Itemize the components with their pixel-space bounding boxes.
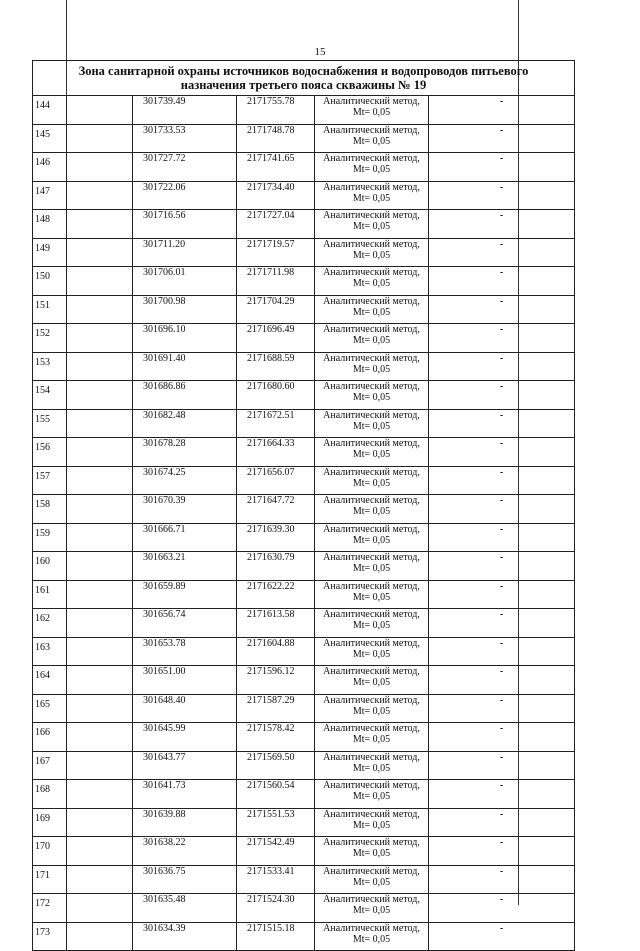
- error-cell: -: [429, 666, 575, 695]
- empty-cell: [67, 637, 133, 666]
- method-cell: [315, 181, 429, 210]
- table-row: [33, 381, 575, 410]
- method-cell: [315, 523, 429, 552]
- method-cell: [315, 267, 429, 296]
- x-coordinate-cell: 301674.25: [133, 466, 237, 495]
- point-number-cell: 150: [33, 267, 67, 296]
- error-cell: -: [429, 409, 575, 438]
- accuracy-label: Mt= 0,05: [352, 335, 391, 346]
- accuracy-label: Mt= 0,05: [352, 791, 391, 802]
- y-coordinate-cell: 2171755.78: [237, 96, 315, 125]
- method-cell: [315, 324, 429, 353]
- x-coordinate-cell: 301733.53: [133, 124, 237, 153]
- x-coordinate-cell: 301653.78: [133, 637, 237, 666]
- point-number-cell: 144: [33, 96, 67, 125]
- y-coordinate-cell: 2171639.30: [237, 523, 315, 552]
- x-coordinate-cell: 301686.86: [133, 381, 237, 410]
- method-cell: [315, 666, 429, 695]
- method-cell: [315, 894, 429, 923]
- method-label: Аналитический метод,: [323, 124, 420, 136]
- y-coordinate-cell: 2171551.53: [237, 808, 315, 837]
- accuracy-label: Mt= 0,05: [352, 905, 391, 916]
- method-label: Аналитический метод,: [323, 609, 420, 620]
- x-coordinate-cell: 301635.48: [133, 894, 237, 923]
- method-cell: [315, 637, 429, 666]
- table-row: [33, 694, 575, 723]
- error-cell: -: [429, 694, 575, 723]
- y-coordinate-cell: 2171604.88: [237, 637, 315, 666]
- accuracy-label: Mt= 0,05: [352, 392, 391, 403]
- accuracy-label: Mt= 0,05: [352, 677, 391, 688]
- empty-cell: [67, 210, 133, 239]
- accuracy-label: Mt= 0,05: [352, 762, 391, 774]
- error-cell: -: [429, 523, 575, 552]
- table-row: [33, 409, 575, 438]
- table-row: [33, 609, 575, 638]
- x-coordinate-cell: 301670.39: [133, 495, 237, 524]
- point-number-cell: 156: [33, 438, 67, 467]
- table-row: [33, 267, 575, 296]
- empty-cell: [67, 466, 133, 495]
- table-row: [33, 637, 575, 666]
- table-header-row: [33, 61, 575, 96]
- x-coordinate-cell: 301641.73: [133, 780, 237, 809]
- point-number-cell: 163: [33, 637, 67, 666]
- method-label: Аналитический метод,: [323, 153, 420, 164]
- point-number-cell: 165: [33, 694, 67, 723]
- method-cell: [315, 922, 429, 951]
- table-row: [33, 295, 575, 324]
- table-row: [33, 238, 575, 267]
- point-number-cell: 153: [33, 352, 67, 381]
- method-cell: [315, 210, 429, 239]
- method-label: Аналитический метод,: [323, 922, 420, 934]
- table-row: [33, 124, 575, 153]
- accuracy-label: Mt= 0,05: [352, 192, 391, 204]
- method-label: Аналитический метод,: [323, 409, 420, 421]
- method-label: Аналитический метод,: [323, 352, 420, 364]
- point-number-cell: 162: [33, 609, 67, 638]
- y-coordinate-cell: 2171569.50: [237, 751, 315, 780]
- point-number-cell: 157: [33, 466, 67, 495]
- accuracy-label: Mt= 0,05: [352, 506, 391, 517]
- method-cell: [315, 865, 429, 894]
- point-number-cell: 170: [33, 837, 67, 866]
- y-coordinate-cell: 2171630.79: [237, 552, 315, 581]
- x-coordinate-cell: 301706.01: [133, 267, 237, 296]
- method-label: Аналитический метод,: [323, 96, 420, 107]
- point-number-cell: 147: [33, 181, 67, 210]
- method-cell: [315, 466, 429, 495]
- error-cell: -: [429, 922, 575, 951]
- point-number-cell: 169: [33, 808, 67, 837]
- accuracy-label: Mt= 0,05: [352, 164, 391, 175]
- empty-cell: [67, 238, 133, 267]
- method-cell: [315, 580, 429, 609]
- method-label: Аналитический метод,: [323, 837, 420, 848]
- method-cell: [315, 495, 429, 524]
- method-label: Аналитический метод,: [323, 694, 420, 706]
- method-label: Аналитический метод,: [323, 210, 420, 221]
- method-label: Аналитический метод,: [323, 181, 420, 193]
- error-cell: -: [429, 210, 575, 239]
- accuracy-label: Mt= 0,05: [352, 563, 391, 574]
- point-number-cell: 160: [33, 552, 67, 581]
- table-row: [33, 352, 575, 381]
- y-coordinate-cell: 2171533.41: [237, 865, 315, 894]
- method-label: Аналитический метод,: [323, 637, 420, 649]
- method-cell: [315, 438, 429, 467]
- method-label: Аналитический метод,: [323, 523, 420, 535]
- y-coordinate-cell: 2171587.29: [237, 694, 315, 723]
- x-coordinate-cell: 301663.21: [133, 552, 237, 581]
- error-cell: -: [429, 324, 575, 353]
- empty-cell: [67, 523, 133, 552]
- y-coordinate-cell: 2171622.22: [237, 580, 315, 609]
- y-coordinate-cell: 2171741.65: [237, 153, 315, 182]
- method-cell: [315, 238, 429, 267]
- accuracy-label: Mt= 0,05: [352, 249, 391, 261]
- empty-cell: [67, 837, 133, 866]
- method-label: Аналитический метод,: [323, 495, 420, 506]
- empty-cell: [67, 723, 133, 752]
- method-cell: [315, 780, 429, 809]
- empty-cell: [67, 495, 133, 524]
- y-coordinate-cell: 2171542.49: [237, 837, 315, 866]
- accuracy-label: Mt= 0,05: [352, 591, 391, 603]
- point-number-cell: 166: [33, 723, 67, 752]
- x-coordinate-cell: 301682.48: [133, 409, 237, 438]
- table-row: [33, 666, 575, 695]
- point-number-cell: 151: [33, 295, 67, 324]
- method-label: Аналитический метод,: [323, 267, 420, 278]
- table-row: [33, 210, 575, 239]
- y-coordinate-cell: 2171688.59: [237, 352, 315, 381]
- method-cell: [315, 96, 429, 125]
- table-title: [33, 61, 575, 96]
- accuracy-label: Mt= 0,05: [352, 107, 391, 118]
- point-number-cell: 161: [33, 580, 67, 609]
- x-coordinate-cell: 301700.98: [133, 295, 237, 324]
- accuracy-label: Mt= 0,05: [352, 306, 391, 318]
- method-label: Аналитический метод,: [323, 295, 420, 307]
- x-coordinate-cell: 301727.72: [133, 153, 237, 182]
- error-cell: -: [429, 438, 575, 467]
- method-label: Аналитический метод,: [323, 723, 420, 734]
- empty-cell: [67, 552, 133, 581]
- error-cell: -: [429, 808, 575, 837]
- empty-cell: [67, 124, 133, 153]
- accuracy-label: Mt= 0,05: [352, 819, 391, 831]
- x-coordinate-cell: 301691.40: [133, 352, 237, 381]
- y-coordinate-cell: 2171613.58: [237, 609, 315, 638]
- empty-cell: [67, 780, 133, 809]
- y-coordinate-cell: 2171656.07: [237, 466, 315, 495]
- empty-cell: [67, 808, 133, 837]
- x-coordinate-cell: 301651.00: [133, 666, 237, 695]
- point-number-cell: 145: [33, 124, 67, 153]
- table-row: [33, 181, 575, 210]
- error-cell: -: [429, 637, 575, 666]
- table-row: [33, 580, 575, 609]
- point-number-cell: 149: [33, 238, 67, 267]
- x-coordinate-cell: 301656.74: [133, 609, 237, 638]
- method-label: Аналитический метод,: [323, 381, 420, 392]
- x-coordinate-cell: 301643.77: [133, 751, 237, 780]
- method-cell: [315, 153, 429, 182]
- method-cell: [315, 723, 429, 752]
- error-cell: -: [429, 495, 575, 524]
- empty-cell: [67, 381, 133, 410]
- y-coordinate-cell: 2171734.40: [237, 181, 315, 210]
- table-row: [33, 865, 575, 894]
- accuracy-label: Mt= 0,05: [352, 876, 391, 888]
- error-cell: -: [429, 352, 575, 381]
- error-cell: -: [429, 865, 575, 894]
- empty-cell: [67, 580, 133, 609]
- accuracy-label: Mt= 0,05: [352, 477, 391, 489]
- error-cell: -: [429, 609, 575, 638]
- method-cell: [315, 694, 429, 723]
- empty-cell: [67, 751, 133, 780]
- accuracy-label: Mt= 0,05: [352, 734, 391, 745]
- method-label: Аналитический метод,: [323, 552, 420, 563]
- y-coordinate-cell: 2171672.51: [237, 409, 315, 438]
- point-number-cell: 168: [33, 780, 67, 809]
- table-row: [33, 751, 575, 780]
- error-cell: -: [429, 552, 575, 581]
- point-number-cell: 154: [33, 381, 67, 410]
- point-number-cell: 146: [33, 153, 67, 182]
- x-coordinate-cell: 301711.20: [133, 238, 237, 267]
- x-coordinate-cell: 301739.49: [133, 96, 237, 125]
- error-cell: -: [429, 780, 575, 809]
- empty-cell: [67, 267, 133, 296]
- accuracy-label: Mt= 0,05: [352, 449, 391, 460]
- point-number-cell: 167: [33, 751, 67, 780]
- empty-cell: [67, 865, 133, 894]
- method-label: Аналитический метод,: [323, 865, 420, 877]
- table-title-line2: назначения третьего пояса скважины № 19: [180, 78, 427, 92]
- accuracy-label: Mt= 0,05: [352, 221, 391, 232]
- x-coordinate-cell: 301696.10: [133, 324, 237, 353]
- accuracy-label: Mt= 0,05: [352, 534, 391, 546]
- empty-cell: [67, 153, 133, 182]
- table-row: [33, 466, 575, 495]
- accuracy-label: Mt= 0,05: [352, 363, 391, 375]
- method-label: Аналитический метод,: [323, 780, 420, 791]
- table-row: [33, 723, 575, 752]
- error-cell: -: [429, 295, 575, 324]
- method-label: Аналитический метод,: [323, 238, 420, 250]
- method-cell: [315, 808, 429, 837]
- point-number-cell: 159: [33, 523, 67, 552]
- error-cell: -: [429, 124, 575, 153]
- method-label: Аналитический метод,: [323, 324, 420, 335]
- table-row: [33, 523, 575, 552]
- accuracy-label: Mt= 0,05: [352, 278, 391, 289]
- x-coordinate-cell: 301636.75: [133, 865, 237, 894]
- table-row: [33, 837, 575, 866]
- y-coordinate-cell: 2171680.60: [237, 381, 315, 410]
- accuracy-label: Mt= 0,05: [352, 705, 391, 717]
- method-label: Аналитический метод,: [323, 808, 420, 820]
- method-label: Аналитический метод,: [323, 466, 420, 478]
- empty-cell: [67, 609, 133, 638]
- accuracy-label: Mt= 0,05: [352, 933, 391, 945]
- method-cell: [315, 609, 429, 638]
- error-cell: -: [429, 153, 575, 182]
- point-number-cell: 171: [33, 865, 67, 894]
- y-coordinate-cell: 2171719.57: [237, 238, 315, 267]
- empty-cell: [67, 894, 133, 923]
- error-cell: -: [429, 267, 575, 296]
- table-title-line1: Зона санитарной охраны источников водоснабжения и водопроводов питьевого: [78, 64, 529, 78]
- accuracy-label: Mt= 0,05: [352, 135, 391, 147]
- empty-cell: [67, 922, 133, 951]
- x-coordinate-cell: 301716.56: [133, 210, 237, 239]
- accuracy-label: Mt= 0,05: [352, 620, 391, 631]
- empty-cell: [67, 181, 133, 210]
- x-coordinate-cell: 301645.99: [133, 723, 237, 752]
- method-cell: [315, 381, 429, 410]
- accuracy-label: Mt= 0,05: [352, 648, 391, 660]
- table-row: [33, 808, 575, 837]
- x-coordinate-cell: 301638.22: [133, 837, 237, 866]
- method-cell: [315, 751, 429, 780]
- method-label: Аналитический метод,: [323, 438, 420, 449]
- table-row: [33, 438, 575, 467]
- y-coordinate-cell: 2171664.33: [237, 438, 315, 467]
- empty-cell: [67, 694, 133, 723]
- method-cell: [315, 295, 429, 324]
- x-coordinate-cell: 301639.88: [133, 808, 237, 837]
- y-coordinate-cell: 2171727.04: [237, 210, 315, 239]
- point-number-cell: 164: [33, 666, 67, 695]
- method-cell: [315, 352, 429, 381]
- empty-cell: [67, 666, 133, 695]
- table-row: [33, 552, 575, 581]
- y-coordinate-cell: 2171578.42: [237, 723, 315, 752]
- method-label: Аналитический метод,: [323, 666, 420, 677]
- error-cell: -: [429, 238, 575, 267]
- method-cell: [315, 124, 429, 153]
- method-label: Аналитический метод,: [323, 894, 420, 905]
- coordinates-table: [32, 60, 575, 951]
- method-cell: [315, 409, 429, 438]
- table-body: [33, 61, 575, 951]
- empty-cell: [67, 295, 133, 324]
- method-cell: [315, 552, 429, 581]
- error-cell: -: [429, 723, 575, 752]
- y-coordinate-cell: 2171524.30: [237, 894, 315, 923]
- error-cell: -: [429, 96, 575, 125]
- error-cell: -: [429, 580, 575, 609]
- table-row: [33, 96, 575, 125]
- error-cell: -: [429, 381, 575, 410]
- table-row: [33, 894, 575, 923]
- x-coordinate-cell: 301659.89: [133, 580, 237, 609]
- error-cell: -: [429, 466, 575, 495]
- y-coordinate-cell: 2171596.12: [237, 666, 315, 695]
- point-number-cell: 172: [33, 894, 67, 923]
- y-coordinate-cell: 2171748.78: [237, 124, 315, 153]
- error-cell: -: [429, 837, 575, 866]
- y-coordinate-cell: 2171647.72: [237, 495, 315, 524]
- accuracy-label: Mt= 0,05: [352, 420, 391, 432]
- method-label: Аналитический метод,: [323, 751, 420, 763]
- table-row: [33, 495, 575, 524]
- y-coordinate-cell: 2171515.18: [237, 922, 315, 951]
- x-coordinate-cell: 301634.39: [133, 922, 237, 951]
- page-number: 15: [314, 46, 326, 58]
- table-row: [33, 780, 575, 809]
- method-label: Аналитический метод,: [323, 580, 420, 592]
- table-row: [33, 153, 575, 182]
- error-cell: -: [429, 181, 575, 210]
- x-coordinate-cell: 301648.40: [133, 694, 237, 723]
- y-coordinate-cell: 2171696.49: [237, 324, 315, 353]
- error-cell: -: [429, 894, 575, 923]
- point-number-cell: 158: [33, 495, 67, 524]
- x-coordinate-cell: 301678.28: [133, 438, 237, 467]
- empty-cell: [67, 352, 133, 381]
- y-coordinate-cell: 2171704.29: [237, 295, 315, 324]
- empty-cell: [67, 324, 133, 353]
- y-coordinate-cell: 2171711.98: [237, 267, 315, 296]
- accuracy-label: Mt= 0,05: [352, 848, 391, 859]
- point-number-cell: 148: [33, 210, 67, 239]
- empty-cell: [67, 409, 133, 438]
- point-number-cell: 152: [33, 324, 67, 353]
- point-number-cell: 173: [33, 922, 67, 951]
- table-row: [33, 922, 575, 951]
- error-cell: -: [429, 751, 575, 780]
- x-coordinate-cell: 301722.06: [133, 181, 237, 210]
- empty-cell: [67, 438, 133, 467]
- x-coordinate-cell: 301666.71: [133, 523, 237, 552]
- method-cell: [315, 837, 429, 866]
- y-coordinate-cell: 2171560.54: [237, 780, 315, 809]
- table-row: [33, 324, 575, 353]
- empty-cell: [67, 96, 133, 125]
- point-number-cell: 155: [33, 409, 67, 438]
